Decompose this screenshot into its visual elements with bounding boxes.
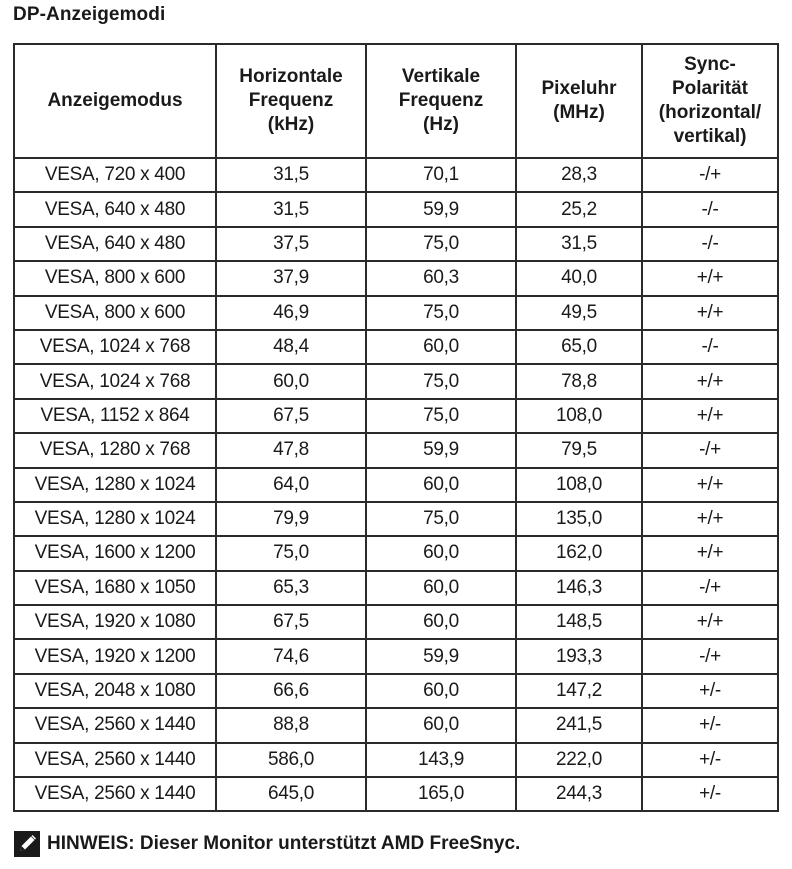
table-cell: +/- [642, 708, 778, 742]
table-cell: 60,0 [366, 605, 516, 639]
table-row [14, 158, 778, 192]
table-cell: 241,5 [516, 708, 642, 742]
table-row [14, 468, 778, 502]
table-cell: 28,3 [516, 158, 642, 192]
table-body [14, 158, 778, 811]
table-row [14, 296, 778, 330]
table-cell: 66,6 [216, 674, 366, 708]
table-row [14, 192, 778, 226]
display-modes-table [13, 43, 779, 812]
table-cell: -/- [642, 192, 778, 226]
table-cell: 60,0 [366, 468, 516, 502]
table-cell: 88,8 [216, 708, 366, 742]
table-cell: +/+ [642, 364, 778, 398]
header-line: (MHz) [553, 102, 605, 123]
table-cell: +/+ [642, 468, 778, 502]
table-cell: 108,0 [516, 468, 642, 502]
table-cell: 147,2 [516, 674, 642, 708]
table-row [14, 399, 778, 433]
table-cell: 193,3 [516, 639, 642, 673]
table-cell: VESA, 1920 x 1080 [14, 605, 216, 639]
pencil-note-icon [13, 830, 41, 858]
table-cell: VESA, 640 x 480 [14, 227, 216, 261]
table-cell: VESA, 720 x 400 [14, 158, 216, 192]
table-cell: 74,6 [216, 639, 366, 673]
table-cell: 67,5 [216, 399, 366, 433]
table-cell: VESA, 1280 x 768 [14, 433, 216, 467]
table-row [14, 777, 778, 811]
header-pixel-clock [516, 44, 642, 158]
table-cell: VESA, 800 x 600 [14, 296, 216, 330]
table-cell: +/+ [642, 536, 778, 570]
table-cell: 59,9 [366, 192, 516, 226]
table-cell: 162,0 [516, 536, 642, 570]
table-cell: 47,8 [216, 433, 366, 467]
table-cell: VESA, 1280 x 1024 [14, 468, 216, 502]
table-cell: 60,3 [366, 261, 516, 295]
table-row [14, 605, 778, 639]
table-cell: 75,0 [366, 399, 516, 433]
table-cell: 64,0 [216, 468, 366, 502]
header-line: Pixeluhr [541, 78, 617, 99]
table-cell: +/+ [642, 261, 778, 295]
page-title: DP-Anzeigemodi [13, 4, 166, 25]
table-cell: 40,0 [516, 261, 642, 295]
table-cell: 65,3 [216, 571, 366, 605]
table-row [14, 708, 778, 742]
header-vertical-frequency [366, 44, 516, 158]
table-cell: 79,9 [216, 502, 366, 536]
table-cell: 165,0 [366, 777, 516, 811]
table-cell: 48,4 [216, 330, 366, 364]
table-cell: VESA, 1600 x 1200 [14, 536, 216, 570]
table-cell: 60,0 [366, 536, 516, 570]
table-row [14, 536, 778, 570]
table-cell: VESA, 1024 x 768 [14, 364, 216, 398]
table-row [14, 261, 778, 295]
table-row [14, 743, 778, 777]
table-cell: VESA, 800 x 600 [14, 261, 216, 295]
table-cell: +/- [642, 777, 778, 811]
header-line: (kHz) [267, 114, 315, 135]
table-cell: 75,0 [366, 227, 516, 261]
header-line: Frequenz [398, 90, 484, 111]
table-cell: 67,5 [216, 605, 366, 639]
table-cell: 59,9 [366, 639, 516, 673]
table-cell: 31,5 [516, 227, 642, 261]
table-cell: -/- [642, 227, 778, 261]
table-cell: -/+ [642, 433, 778, 467]
table-cell: VESA, 2560 x 1440 [14, 743, 216, 777]
table-cell: 60,0 [366, 330, 516, 364]
table-cell: 143,9 [366, 743, 516, 777]
header-anzeigemodus [14, 44, 216, 158]
table-row [14, 674, 778, 708]
header-line: Vertikale [401, 66, 481, 87]
table-cell: +/- [642, 743, 778, 777]
table-cell: 78,8 [516, 364, 642, 398]
table-cell: VESA, 2048 x 1080 [14, 674, 216, 708]
note [13, 830, 520, 858]
table-cell: 49,5 [516, 296, 642, 330]
table-cell: 60,0 [216, 364, 366, 398]
table-cell: 645,0 [216, 777, 366, 811]
header-line: Polarität [671, 78, 749, 99]
table-cell: 37,9 [216, 261, 366, 295]
table-cell: VESA, 1920 x 1200 [14, 639, 216, 673]
header-line: Frequenz [248, 90, 334, 111]
table-cell: 31,5 [216, 192, 366, 226]
table-cell: 60,0 [366, 708, 516, 742]
table-cell: +/+ [642, 399, 778, 433]
header-line: vertikal) [673, 126, 747, 147]
header-line: (Hz) [423, 114, 459, 135]
table-cell: VESA, 1024 x 768 [14, 330, 216, 364]
table-cell: +/- [642, 674, 778, 708]
table-cell: 244,3 [516, 777, 642, 811]
table-cell: 146,3 [516, 571, 642, 605]
table-cell: 79,5 [516, 433, 642, 467]
header-line: Sync- [684, 54, 736, 75]
table-cell: 59,9 [366, 433, 516, 467]
table-cell: 60,0 [366, 674, 516, 708]
table-cell: VESA, 1680 x 1050 [14, 571, 216, 605]
table-cell: 75,0 [366, 296, 516, 330]
table-row [14, 502, 778, 536]
table-cell: 75,0 [366, 364, 516, 398]
table-cell: VESA, 640 x 480 [14, 192, 216, 226]
table-cell: -/+ [642, 158, 778, 192]
table-cell: 31,5 [216, 158, 366, 192]
table-cell: VESA, 2560 x 1440 [14, 708, 216, 742]
header-sync-polarity [642, 44, 778, 158]
header-line: Anzeigemodus [47, 90, 183, 111]
header-horizontal-frequency [216, 44, 366, 158]
table-row [14, 639, 778, 673]
table-cell: VESA, 1152 x 864 [14, 399, 216, 433]
table-cell: -/+ [642, 571, 778, 605]
table-cell: 37,5 [216, 227, 366, 261]
table-row [14, 571, 778, 605]
table-cell: -/- [642, 330, 778, 364]
table-cell: 46,9 [216, 296, 366, 330]
table-cell: +/+ [642, 502, 778, 536]
table-cell: 75,0 [366, 502, 516, 536]
table-cell: 135,0 [516, 502, 642, 536]
table-cell: VESA, 1280 x 1024 [14, 502, 216, 536]
table-cell: VESA, 2560 x 1440 [14, 777, 216, 811]
table-cell: -/+ [642, 639, 778, 673]
table-cell: 586,0 [216, 743, 366, 777]
table-cell: +/+ [642, 296, 778, 330]
table-cell: 70,1 [366, 158, 516, 192]
table-cell: 25,2 [516, 192, 642, 226]
table-cell: 222,0 [516, 743, 642, 777]
table-cell: 75,0 [216, 536, 366, 570]
table-cell: 60,0 [366, 571, 516, 605]
table-cell: 65,0 [516, 330, 642, 364]
table-row [14, 364, 778, 398]
table-row [14, 330, 778, 364]
table-cell: 108,0 [516, 399, 642, 433]
table-row [14, 433, 778, 467]
header-line: (horizontal/ [658, 102, 762, 123]
note-text: HINWEIS: Dieser Monitor unterstützt AMD FreeSnyc. [47, 833, 521, 854]
table-cell: 148,5 [516, 605, 642, 639]
table-header-row [14, 44, 778, 158]
table-cell: +/+ [642, 605, 778, 639]
table-row [14, 227, 778, 261]
header-line: Horizontale [239, 66, 343, 87]
